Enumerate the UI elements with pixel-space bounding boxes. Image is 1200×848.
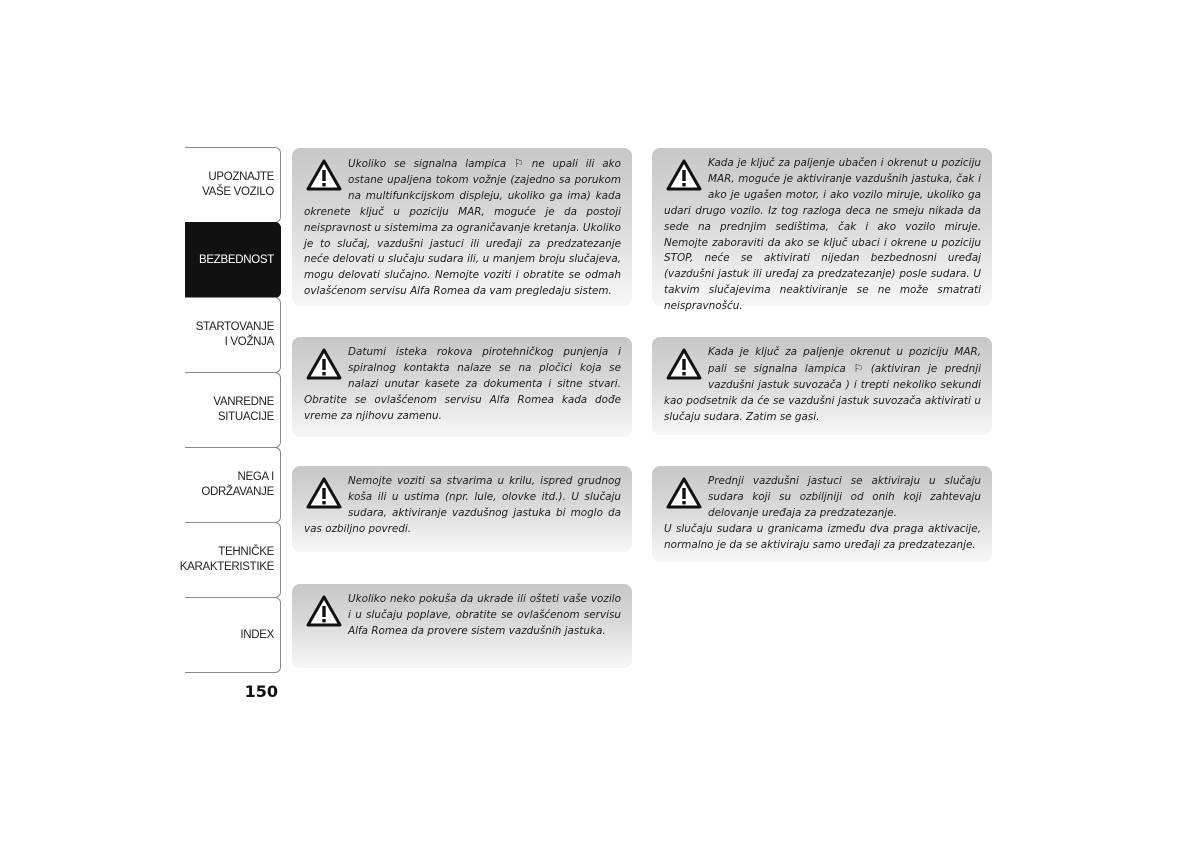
- warning-box-front-airbags: Prednji vazdušni jastuci se aktiviraju u slučaju sudara koji su ozbiljniji od onih koji zahtevaju delovanje uređaja za predzatezanje. U slučaju sudara u granicama između dva praga aktivacije, normalno je da se aktiviraju samo uređaji za predzatezanje.: [652, 466, 992, 562]
- warning-triangle-icon: [666, 348, 702, 380]
- warning-box-objects-lap: Nemojte voziti sa stvarima u krilu, ispred grudnog koša ili u ustima (npr. lule, olovke itd.). U slučaju sudara, aktiviranje vazdušnog jastuka bi moglo da vas ozbiljno povredi.: [292, 466, 632, 552]
- tab-tehnicke-karakteristike[interactable]: TEHNIČKE KARAKTERISTIKE: [185, 522, 281, 598]
- chapter-sidebar: [179, 148, 281, 673]
- warning-triangle-icon: [306, 348, 342, 380]
- warning-triangle-icon: [306, 477, 342, 509]
- airbag-off-icon: ⚐: [853, 361, 864, 375]
- tab-bezbednost[interactable]: BEZBEDNOST: [185, 222, 281, 298]
- warning-box-signal-lamp: Ukoliko se signalna lampica ⚐ ne upali ili ako ostane upaljena tokom vožnje (zajedno sa porukom na multifunkcijskom displeju, ukoliko ga ima) kada okrenete ključ u poziciju MAR, moguće je da postoji neispravnost u sistemima za ograničavanje kretanja. Ukoliko je to slučaj, vazdušni jastuci ili uređaji za predzatezanje neće delovati u slučaju sudara ili, u manjem broju slučajeva, mogu delovati slučajno. Nemojte voziti i obratite se odmah ovlašćenom servisu Alfa Romea da vam pregledaju sistem.: [292, 148, 632, 306]
- tab-upoznajte-vase-vozilo[interactable]: UPOZNAJTE VAŠE VOZILO: [185, 147, 281, 223]
- warning-box-passenger-airbag: Kada je ključ za paljenje okrenut u poziciju MAR, pali se signalna lampica ⚐ (aktiviran je prednji vazdušni jastuk suvozača ) i trepti nekoliko sekundi kao podsetnik da će se vazdušni jastuk suvozača aktivirati u slučaju sudara. Zatim se gasi.: [652, 337, 992, 435]
- warning-triangle-icon: [666, 477, 702, 509]
- warning-box-pyrotechnic: Datumi isteka rokova pirotehničkog punjenja i spiralnog kontakta nalaze se na pločici koja se nalazi unutar kasete za dokumenta i sitne stvari. Obratite se ovlašćenom servisu Alfa Romea kada dođe vreme za njihovu zamenu.: [292, 337, 632, 437]
- warning-box-theft-flood: Ukoliko neko pokuša da ukrade ili ošteti vaše vozilo i u slučaju poplave, obratite se ovlašćenom servisu Alfa Romea da provere sistem vazdušnih jastuka.: [292, 584, 632, 668]
- airbag-icon: ⚐: [513, 157, 524, 170]
- warning-triangle-icon: [306, 159, 342, 191]
- page-number: 150: [244, 682, 278, 701]
- warning-triangle-icon: [306, 595, 342, 627]
- tab-index[interactable]: INDEX: [185, 597, 281, 673]
- warning-triangle-icon: [666, 159, 702, 191]
- tab-startovanje-i-voznja[interactable]: STARTOVANJE I VOŽNJA: [185, 297, 281, 373]
- tab-nega-i-odrzavanje[interactable]: NEGA I ODRŽAVANJE: [185, 447, 281, 523]
- warning-box-key-mar: Kada je ključ za paljenje ubačen i okrenut u poziciju MAR, moguće je aktiviranje vazdušnih jastuka, čak i ako je ugašen motor, i ako vozilo miruje, ukoliko ga udari drugo vozilo. Iz tog razloga deca ne smeju nikada da sede na prednjim sedištima, čak i ako vozilo miruje. Nemojte zaboraviti da ako se ključ ubaci i okrene u poziciju STOP, neće se aktivirati nijedan bezbednosni uređaj (vazdušni jastuk ili uređaj za predzatezanje) posle sudara. U takvim slučajevima neaktiviranje se ne može smatrati neispravnošću.: [652, 148, 992, 306]
- tab-vanredne-situacije[interactable]: VANREDNE SITUACIJE: [185, 372, 281, 448]
